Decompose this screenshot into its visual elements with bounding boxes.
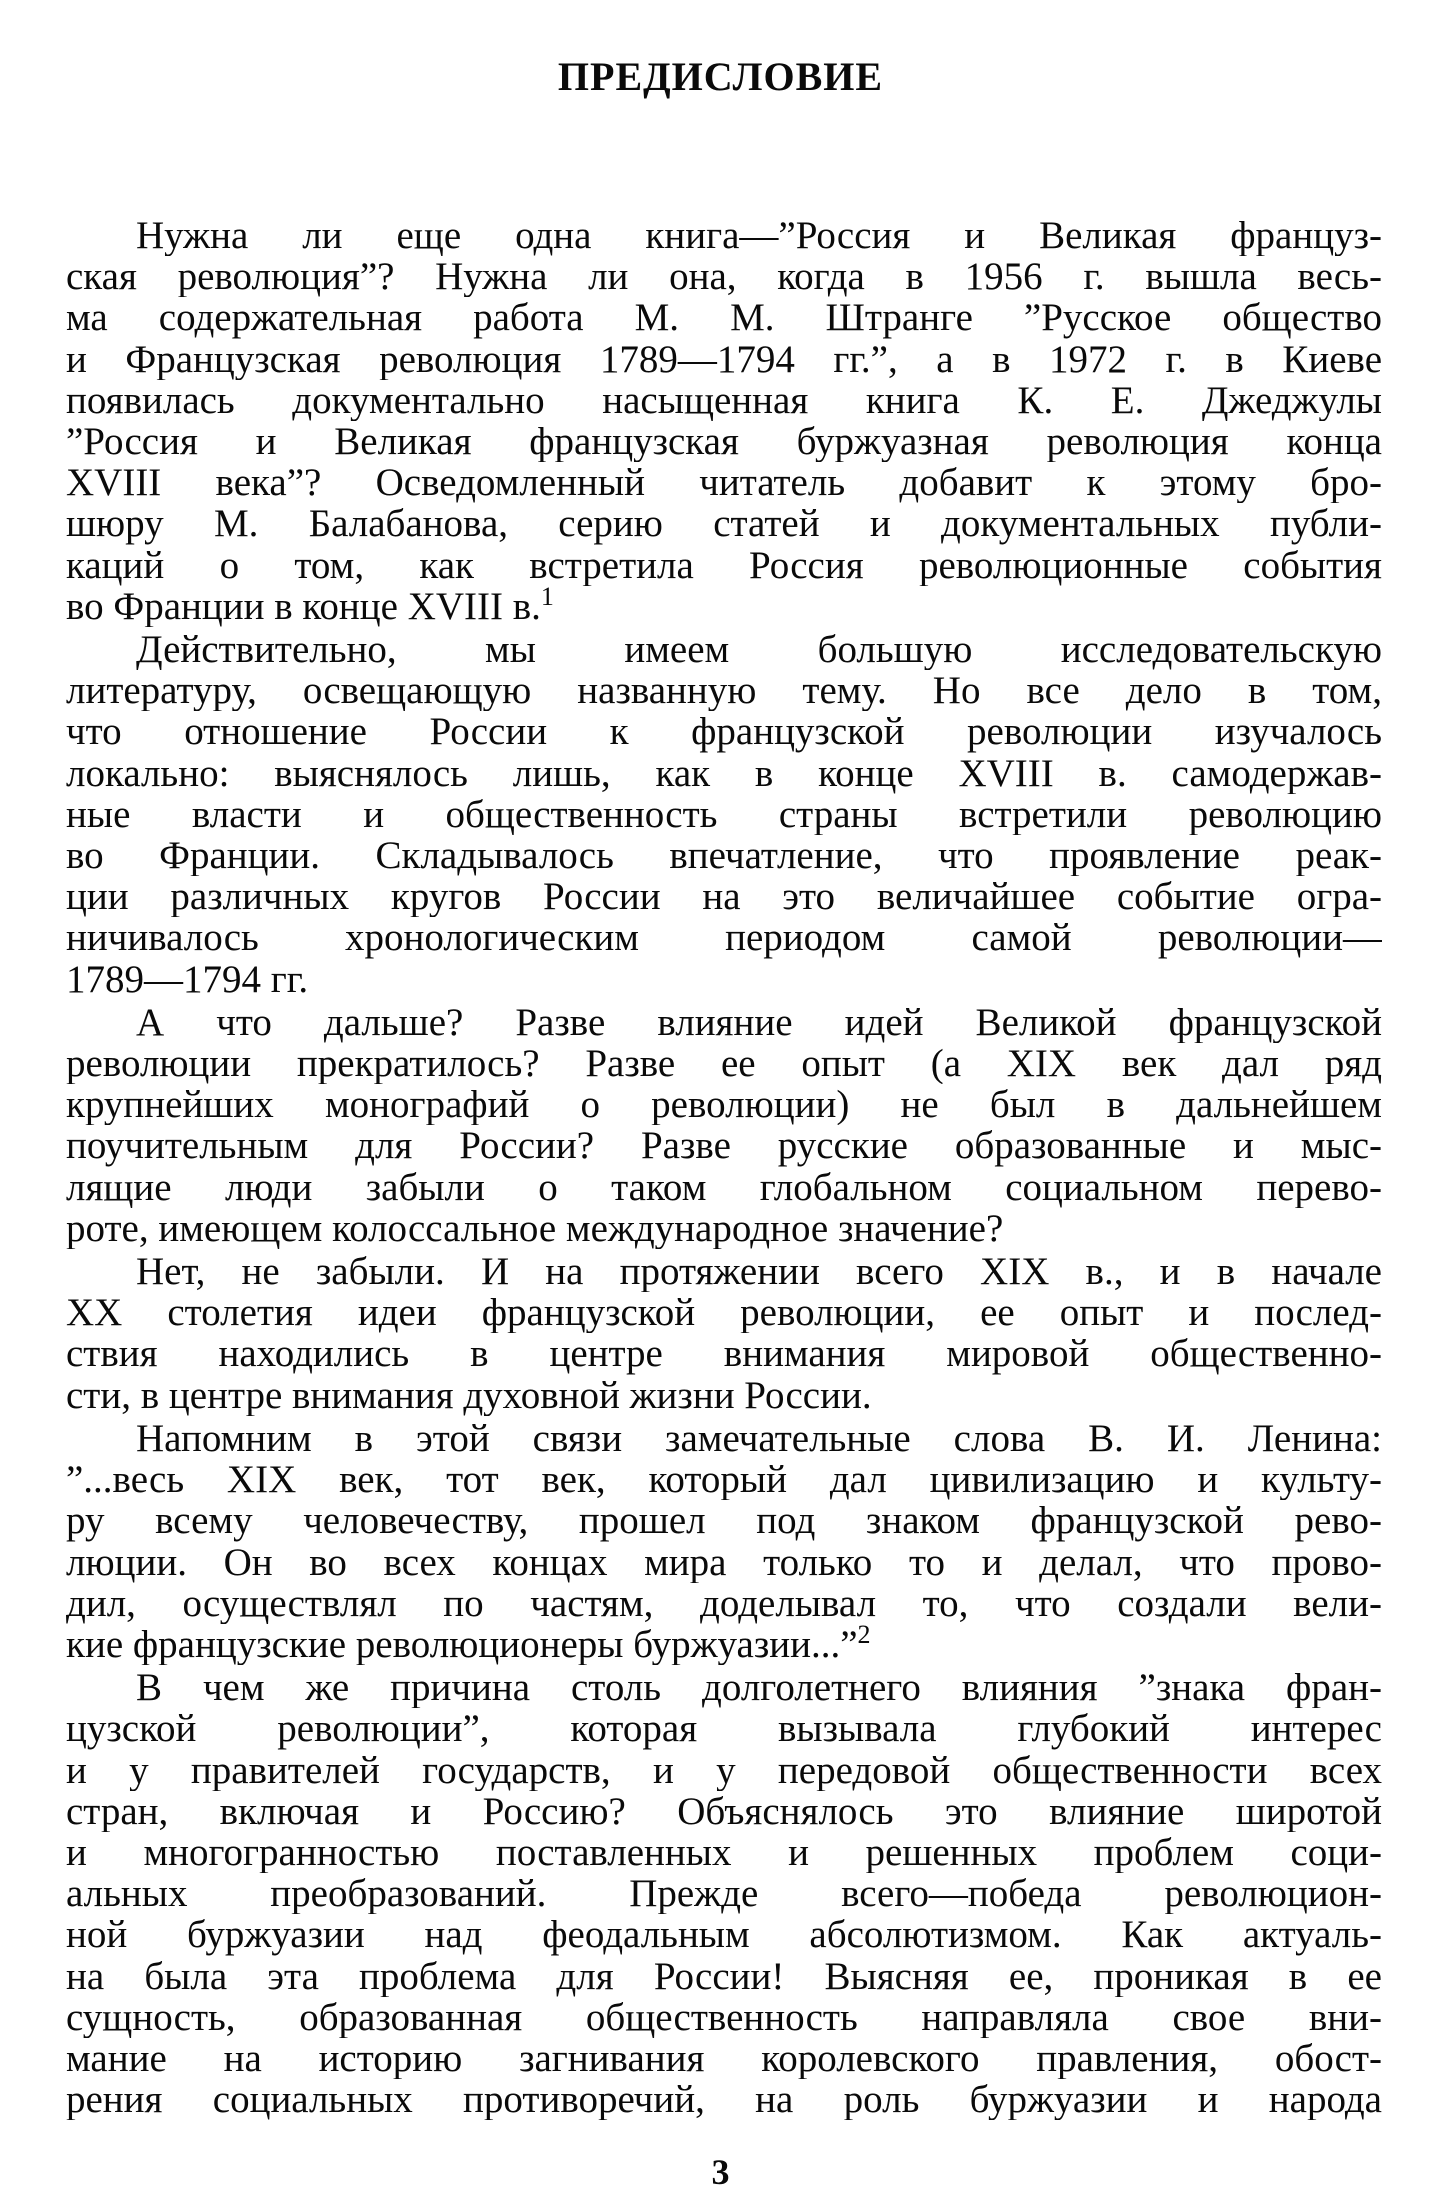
text-line: ные власти и общественность страны встретили революцию xyxy=(66,793,1382,836)
page-number: 3 xyxy=(711,2152,730,2192)
paragraph-1 xyxy=(66,215,1382,627)
paragraph-2 xyxy=(66,629,1382,1000)
text-line: на была эта проблема для России! Выясняя ее, проникая в ее xyxy=(66,1955,1382,1997)
text-line: альных преобразований. Прежде всего—победа революцион- xyxy=(66,1873,1382,1915)
text-line: ”Россия и Великая французская буржуазная революция конца xyxy=(66,421,1382,463)
text-line: крупнейших монографий о революции) не был в дальнейшем xyxy=(66,1084,1382,1126)
text-line: во Франции. Складывалось впечатление, что проявление реак- xyxy=(66,835,1382,877)
text-line: роте, имеющем колоссальное международное значение? xyxy=(66,1207,1004,1250)
text-line: ной буржуазии над феодальным абсолютизмом. Как актуаль- xyxy=(66,1914,1382,1956)
text-line: ции различных кругов России на это величайшее событие огра- xyxy=(66,876,1382,918)
text-line: стран, включая и Россию? Объяснялось это влияние широтой xyxy=(66,1790,1382,1832)
text-line: во Франции в конце XVIII в. xyxy=(66,585,541,628)
text-line: Нет, не забыли. И на протяжении всего XIX в., и в начале xyxy=(136,1251,1382,1293)
text-line: литературу, освещающую названную тему. Но все дело в том, xyxy=(66,670,1382,712)
text-line: 1789—1794 гг. xyxy=(66,958,309,1000)
body-text xyxy=(66,215,1382,2122)
text-line: шюру М. Балабанова, серию статей и документальных публи- xyxy=(66,503,1382,545)
text-line: кие французские революционеры буржуазии...” xyxy=(66,1623,858,1666)
text-line: ма содержательная работа М. М. Штранге ”Русское общество xyxy=(66,297,1382,339)
text-line: локально: выяснялось лишь, как в конце XVIII в. самодержав- xyxy=(66,752,1382,794)
text-line: ничивалось хронологическим периодом самой революции— xyxy=(66,917,1382,959)
text-line: революции прекратилось? Разве ее опыт (а XIX век дал ряд xyxy=(66,1043,1382,1085)
text-line: и у правителей государств, и у передовой общественности всех xyxy=(66,1749,1382,1791)
paragraph-4 xyxy=(66,1251,1382,1416)
text-line: лящие люди забыли о таком глобальном социальном перево- xyxy=(66,1166,1382,1208)
text-line: Напомним в этой связи замечательные слова В. И. Ленина: xyxy=(136,1417,1382,1460)
text-line: ствия находились в центре внимания мировой общественно- xyxy=(66,1333,1382,1375)
text-line: А что дальше? Разве влияние идей Великой французской xyxy=(136,1001,1382,1044)
text-line: сти, в центре внимания духовной жизни России. xyxy=(66,1374,872,1416)
footnote-marker: 2 xyxy=(857,1623,871,1649)
text-line: XVIII века”? Осведомленный читатель добавит к этому бро- xyxy=(66,462,1382,504)
paragraph-5 xyxy=(66,1418,1382,1665)
text-line: и многогранностью поставленных и решенных проблем соци- xyxy=(66,1831,1382,1874)
footnote-marker: 1 xyxy=(540,585,554,611)
text-line-with-footnote xyxy=(66,586,1382,627)
text-line: В чем же причина столь долголетнего влияния ”знака фран- xyxy=(136,1667,1382,1709)
text-line: появилась документально насыщенная книга К. Е. Джеджулы xyxy=(66,379,1382,422)
text-line-with-footnote xyxy=(66,1624,1382,1665)
text-line: ру всему человечеству, прошел под знаком французской рево- xyxy=(66,1500,1382,1542)
text-line: люции. Он во всех концах мира только то и делал, что прово- xyxy=(66,1541,1382,1583)
text-line: мание на историю загнивания королевского правления, обост- xyxy=(66,2037,1382,2080)
text-line: Нужна ли еще одна книга—”Россия и Великая француз- xyxy=(136,215,1382,257)
text-line: поучительным для России? Разве русские образованные и мыс- xyxy=(66,1125,1382,1167)
text-line: рения социальных противоречий, на роль буржуазии и народа xyxy=(66,2079,1382,2121)
text-line: XX столетия идеи французской революции, ее опыт и послед- xyxy=(66,1292,1382,1334)
text-line: каций о том, как встретила Россия революционные события xyxy=(66,544,1382,586)
paragraph-3 xyxy=(66,1002,1382,1249)
text-line: что отношение России к французской революции изучалось xyxy=(66,711,1382,753)
text-line: ская революция”? Нужна ли она, когда в 1956 г. вышла весь- xyxy=(66,256,1382,298)
text-line: цузской революции”, которая вызывала глубокий интерес xyxy=(66,1708,1382,1750)
text-line: Действительно, мы имеем большую исследовательскую xyxy=(136,629,1382,671)
text-line: и Французская революция 1789—1794 гг.”, а в 1972 г. в Киеве xyxy=(66,338,1382,380)
paragraph-6 xyxy=(66,1667,1382,2120)
text-line: ”...весь XIX век, тот век, который дал цивилизацию и культу- xyxy=(66,1459,1382,1501)
text-line: дил, осуществлял по частям, доделывал то, что создали вели- xyxy=(66,1582,1382,1624)
page-title: ПРЕДИСЛОВИЕ xyxy=(557,54,884,99)
text-line: сущность, образованная общественность направляла свое вни- xyxy=(66,1996,1382,2038)
